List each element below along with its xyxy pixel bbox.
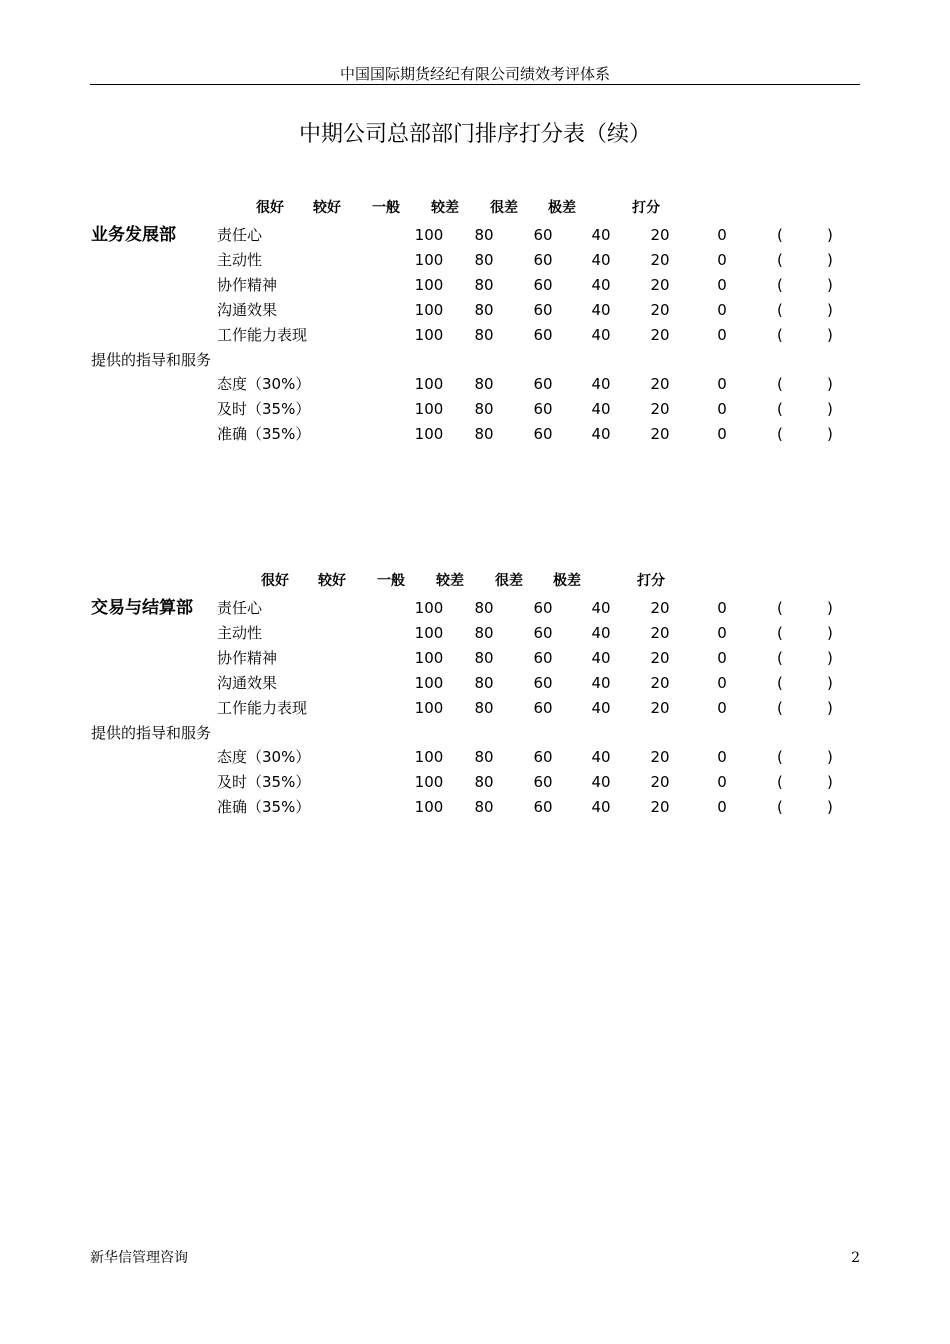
column-header: 一般 <box>377 573 405 589</box>
score-good: 80 <box>474 300 494 319</box>
score-blank-close: ) <box>827 599 833 617</box>
column-header: 极差 <box>553 573 581 589</box>
score-blank-open: ( <box>777 599 783 617</box>
score-very-good: 100 <box>414 275 444 294</box>
criterion-label: 主动性 <box>217 623 263 642</box>
score-extremely-poor: 0 <box>717 698 727 717</box>
score-extremely-poor: 0 <box>717 300 727 319</box>
score-very-poor: 20 <box>650 375 670 394</box>
score-very-good: 100 <box>414 798 444 817</box>
score-good: 80 <box>474 748 494 767</box>
score-good: 80 <box>474 400 494 419</box>
score-good: 80 <box>474 250 494 269</box>
column-header: 较差 <box>436 573 464 589</box>
group-label: 提供的指导和服务 <box>91 723 212 742</box>
score-blank-close: ) <box>827 400 833 419</box>
score-blank-open: ( <box>777 375 783 394</box>
score-blank-close: ) <box>827 798 833 817</box>
score-poor: 40 <box>591 300 611 319</box>
score-blank-open: ( <box>777 400 783 419</box>
score-blank-open: ( <box>777 275 783 294</box>
score-blank-close: ) <box>827 748 833 767</box>
score-blank-open: ( <box>777 226 783 244</box>
score-blank-close: ) <box>827 300 833 319</box>
footer-company: 新华信管理咨询 <box>90 1250 188 1266</box>
score-row <box>0 248 950 272</box>
group-header-row <box>0 721 950 745</box>
score-average: 60 <box>533 300 553 319</box>
score-poor: 40 <box>591 325 611 344</box>
score-good: 80 <box>474 275 494 294</box>
score-blank-open: ( <box>777 648 783 667</box>
score-blank-close: ) <box>827 375 833 394</box>
criterion-label: 责任心 <box>217 226 263 244</box>
criterion-label: 态度（30%） <box>217 748 311 767</box>
score-good: 80 <box>474 375 494 394</box>
score-extremely-poor: 0 <box>717 773 727 792</box>
column-header: 很好 <box>256 200 284 216</box>
score-blank-open: ( <box>777 673 783 692</box>
score-blank-close: ) <box>827 250 833 269</box>
score-very-poor: 20 <box>650 425 670 444</box>
score-row <box>0 422 950 446</box>
score-poor: 40 <box>591 599 611 617</box>
criterion-label: 沟通效果 <box>217 673 278 692</box>
group-header-row <box>0 348 950 372</box>
score-extremely-poor: 0 <box>717 599 727 617</box>
score-very-poor: 20 <box>650 623 670 642</box>
score-average: 60 <box>533 375 553 394</box>
score-blank-open: ( <box>777 623 783 642</box>
column-header: 打分 <box>632 200 660 216</box>
score-average: 60 <box>533 400 553 419</box>
score-good: 80 <box>474 648 494 667</box>
score-blank-close: ) <box>827 698 833 717</box>
score-average: 60 <box>533 275 553 294</box>
score-row <box>0 696 950 720</box>
score-very-poor: 20 <box>650 673 670 692</box>
score-extremely-poor: 0 <box>717 798 727 817</box>
score-blank-close: ) <box>827 226 833 244</box>
score-very-good: 100 <box>414 250 444 269</box>
score-very-poor: 20 <box>650 226 670 244</box>
criterion-label: 及时（35%） <box>217 773 311 792</box>
score-blank-open: ( <box>777 698 783 717</box>
score-very-good: 100 <box>414 648 444 667</box>
score-very-poor: 20 <box>650 250 670 269</box>
document-title: 中期公司总部部门排序打分表（续） <box>298 122 651 147</box>
score-poor: 40 <box>591 773 611 792</box>
score-row <box>0 372 950 396</box>
score-poor: 40 <box>591 375 611 394</box>
score-good: 80 <box>474 698 494 717</box>
score-row <box>0 323 950 347</box>
score-average: 60 <box>533 798 553 817</box>
score-average: 60 <box>533 673 553 692</box>
criterion-label: 主动性 <box>217 250 263 269</box>
score-average: 60 <box>533 623 553 642</box>
score-extremely-poor: 0 <box>717 400 727 419</box>
score-very-good: 100 <box>414 698 444 717</box>
score-very-good: 100 <box>414 623 444 642</box>
score-average: 60 <box>533 325 553 344</box>
score-row <box>0 621 950 645</box>
score-poor: 40 <box>591 623 611 642</box>
score-extremely-poor: 0 <box>717 648 727 667</box>
score-blank-open: ( <box>777 773 783 792</box>
header-text: 中国国际期货经纪有限公司绩效考评体系 <box>339 65 610 83</box>
score-very-poor: 20 <box>650 599 670 617</box>
score-very-poor: 20 <box>650 698 670 717</box>
score-poor: 40 <box>591 673 611 692</box>
score-blank-close: ) <box>827 623 833 642</box>
score-average: 60 <box>533 425 553 444</box>
score-extremely-poor: 0 <box>717 673 727 692</box>
column-header: 较好 <box>313 200 341 216</box>
score-poor: 40 <box>591 400 611 419</box>
score-average: 60 <box>533 648 553 667</box>
score-row <box>0 273 950 297</box>
score-very-poor: 20 <box>650 400 670 419</box>
score-blank-close: ) <box>827 673 833 692</box>
score-good: 80 <box>474 623 494 642</box>
score-blank-close: ) <box>827 275 833 294</box>
department-name: 交易与结算部 <box>91 598 193 618</box>
header-rule <box>90 84 860 85</box>
score-very-poor: 20 <box>650 325 670 344</box>
group-label: 提供的指导和服务 <box>91 350 212 369</box>
score-good: 80 <box>474 673 494 692</box>
department-name: 业务发展部 <box>91 225 176 245</box>
score-blank-open: ( <box>777 325 783 344</box>
score-very-poor: 20 <box>650 773 670 792</box>
score-very-good: 100 <box>414 748 444 767</box>
score-poor: 40 <box>591 698 611 717</box>
score-very-good: 100 <box>414 226 444 244</box>
score-row <box>0 795 950 819</box>
score-extremely-poor: 0 <box>717 226 727 244</box>
criterion-label: 态度（30%） <box>217 375 311 394</box>
column-header: 一般 <box>372 200 400 216</box>
score-average: 60 <box>533 226 553 244</box>
criterion-label: 协作精神 <box>217 275 278 294</box>
score-extremely-poor: 0 <box>717 623 727 642</box>
score-very-poor: 20 <box>650 798 670 817</box>
score-row <box>0 745 950 769</box>
score-poor: 40 <box>591 648 611 667</box>
column-header: 很好 <box>261 573 289 589</box>
score-blank-close: ) <box>827 648 833 667</box>
score-good: 80 <box>474 325 494 344</box>
score-extremely-poor: 0 <box>717 250 727 269</box>
score-good: 80 <box>474 798 494 817</box>
criterion-label: 沟通效果 <box>217 300 278 319</box>
column-header: 打分 <box>637 573 665 589</box>
score-good: 80 <box>474 226 494 244</box>
criterion-label: 工作能力表现 <box>217 698 308 717</box>
score-row <box>0 397 950 421</box>
score-poor: 40 <box>591 425 611 444</box>
score-poor: 40 <box>591 748 611 767</box>
score-very-poor: 20 <box>650 648 670 667</box>
score-row <box>0 671 950 695</box>
column-header: 极差 <box>548 200 576 216</box>
score-poor: 40 <box>591 226 611 244</box>
criterion-label: 责任心 <box>217 599 263 617</box>
score-blank-open: ( <box>777 300 783 319</box>
score-poor: 40 <box>591 275 611 294</box>
score-very-good: 100 <box>414 599 444 617</box>
score-poor: 40 <box>591 250 611 269</box>
scoring-section-trading-settlement <box>0 571 950 831</box>
score-extremely-poor: 0 <box>717 375 727 394</box>
score-blank-open: ( <box>777 748 783 767</box>
score-very-good: 100 <box>414 400 444 419</box>
score-blank-close: ) <box>827 425 833 444</box>
score-good: 80 <box>474 773 494 792</box>
score-very-poor: 20 <box>650 748 670 767</box>
score-average: 60 <box>533 698 553 717</box>
score-extremely-poor: 0 <box>717 325 727 344</box>
score-average: 60 <box>533 599 553 617</box>
score-very-poor: 20 <box>650 300 670 319</box>
score-very-good: 100 <box>414 773 444 792</box>
score-poor: 40 <box>591 798 611 817</box>
score-extremely-poor: 0 <box>717 425 727 444</box>
column-header: 较好 <box>318 573 346 589</box>
column-header: 很差 <box>490 200 518 216</box>
score-very-good: 100 <box>414 375 444 394</box>
criterion-label: 及时（35%） <box>217 400 311 419</box>
scoring-section-business-development <box>0 198 950 458</box>
column-header: 较差 <box>431 200 459 216</box>
score-average: 60 <box>533 748 553 767</box>
score-very-good: 100 <box>414 425 444 444</box>
score-extremely-poor: 0 <box>717 748 727 767</box>
score-very-poor: 20 <box>650 275 670 294</box>
score-good: 80 <box>474 599 494 617</box>
score-extremely-poor: 0 <box>717 275 727 294</box>
score-blank-close: ) <box>827 773 833 792</box>
criterion-label: 协作精神 <box>217 648 278 667</box>
score-blank-open: ( <box>777 425 783 444</box>
score-blank-open: ( <box>777 798 783 817</box>
column-header: 很差 <box>495 573 523 589</box>
score-average: 60 <box>533 250 553 269</box>
criterion-label: 工作能力表现 <box>217 325 308 344</box>
score-row <box>0 646 950 670</box>
score-row <box>0 770 950 794</box>
score-very-good: 100 <box>414 673 444 692</box>
score-good: 80 <box>474 425 494 444</box>
page-number: 2 <box>851 1250 860 1266</box>
criterion-label: 准确（35%） <box>217 425 311 444</box>
score-blank-open: ( <box>777 250 783 269</box>
criterion-label: 准确（35%） <box>217 798 311 817</box>
score-row <box>0 298 950 322</box>
score-very-good: 100 <box>414 300 444 319</box>
score-average: 60 <box>533 773 553 792</box>
score-very-good: 100 <box>414 325 444 344</box>
score-blank-close: ) <box>827 325 833 344</box>
